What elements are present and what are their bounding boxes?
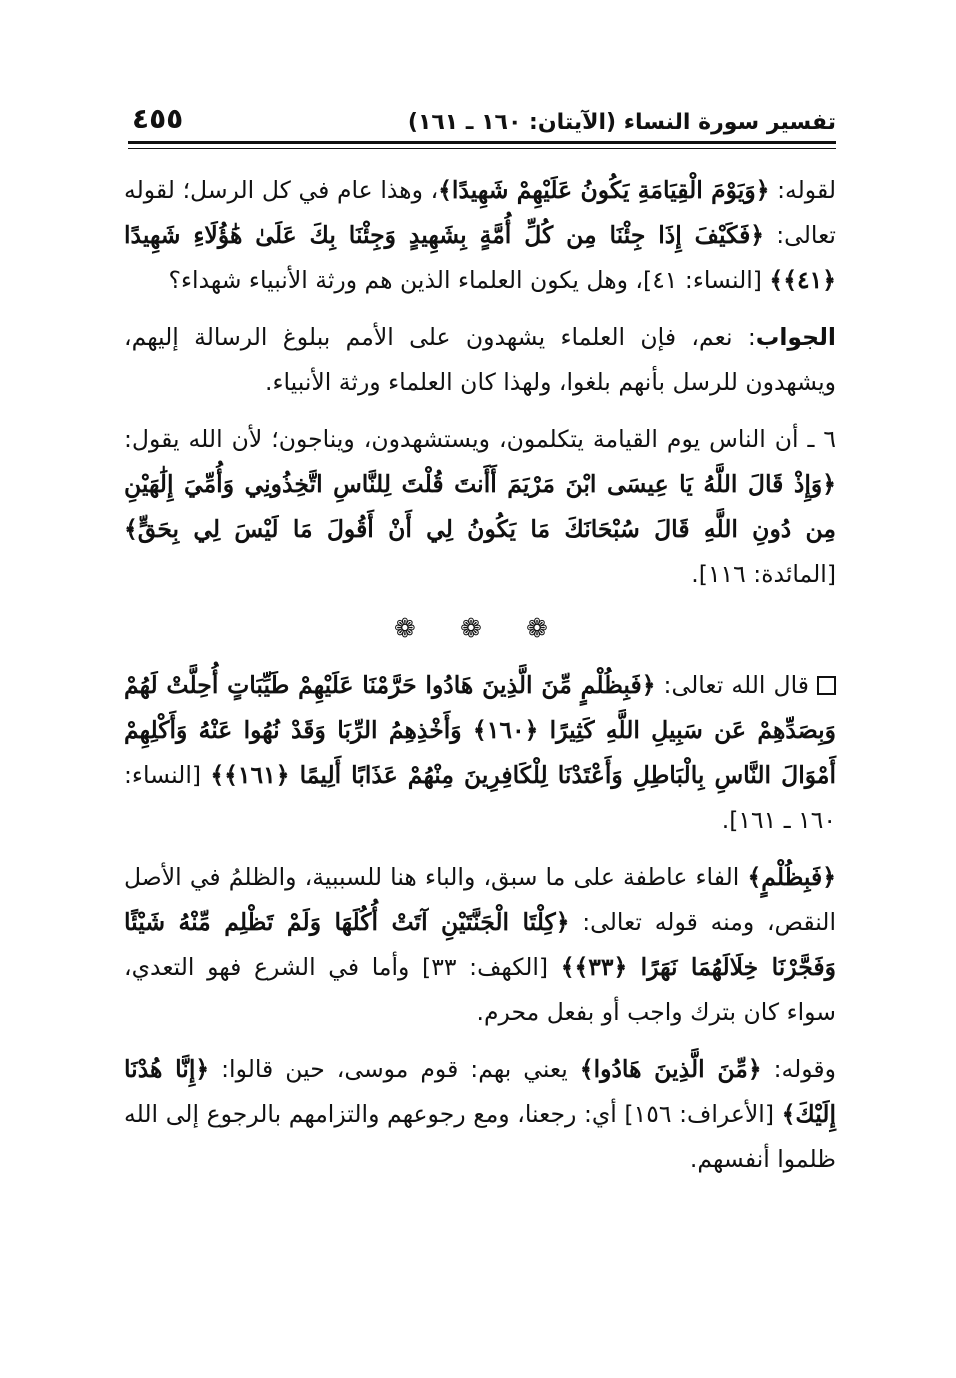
text-run: [الأعراف: ١٥٦] أي: رجعنا، ومع رجوعهم والتزامهم بالرجوع إلى الله ظلموا أنفسهم. [124, 1100, 836, 1173]
text-run: [الكهف: ٣٣] وأما في الشرع فهو التعدي، سواء كان بترك واجب أو بفعل محرم. [124, 953, 836, 1026]
text-run: [النساء: ٤١]، وهل يكون العلماء الذين هم ورثة الأنبياء شهداء؟ [168, 266, 770, 294]
text-run: ٦ ـ أن الناس يوم القيامة يتكلمون، ويستشهدون، ويناجون؛ لأن الله يقول: [124, 425, 836, 453]
section-separator: ❁ ❁ ❁ [394, 614, 566, 644]
running-title: تفسير سورة النساء (الآيتان: ١٦٠ ـ ١٦١) [407, 110, 836, 135]
paragraph-point-6 [124, 417, 836, 597]
quran-verse: ﴿فَبِظُلْمٍ مِّنَ الَّذِينَ هَادُوا حَرَّمْنَا عَلَيْهِمْ طَيِّبَاتٍ أُحِلَّتْ لَهُمْ وَبِصَدِّهِمْ عَن سَبِيلِ اللَّهِ كَثِيرًا ﴿١٦٠﴾ وَأَخْذِهِمُ الرِّبَا وَقَدْ نُهُوا عَنْهُ وَأَكْلِهِمْ أَمْوَالَ النَّاسِ بِالْبَاطِلِ وَأَعْتَدْنَا لِلْكَافِرِينَ مِنْهُمْ عَذَابًا أَلِيمًا ﴿١٦١﴾﴾ [124, 671, 837, 789]
quran-verse: ﴿مِّنَ الَّذِينَ هَادُوا﴾ [579, 1055, 762, 1083]
text-run: ، وهذا عام في كل الرسل؛ لقوله تعالى: [124, 176, 836, 249]
quran-verse: ﴿وَإِذْ قَالَ اللَّهُ يَا عِيسَى ابْنَ مَرْيَمَ أَأَنتَ قُلْتَ لِلنَّاسِ اتَّخِذُونِي وَأُمِّيَ إِلَٰهَيْنِ مِن دُونِ اللَّهِ قَالَ سُبْحَانَكَ مَا يَكُونُ لِي أَنْ أَقُولَ مَا لَيْسَ لِي بِحَقٍّ﴾ [124, 470, 836, 543]
quran-verse: ﴿فَكَيْفَ إِذَا جِئْنَا مِن كُلِّ أُمَّةٍ بِشَهِيدٍ وَجِئْنَا بِكَ عَلَىٰ هَٰؤُلَاءِ شَهِيدًا ﴿٤١﴾﴾ [124, 221, 836, 294]
quran-verse: ﴿وَيَوْمَ الْقِيَامَةِ يَكُونُ عَلَيْهِمْ شَهِيدًا﴾ [438, 176, 770, 204]
quran-verse: ﴿كِلْتَا الْجَنَّتَيْنِ آتَتْ أُكُلَهَا وَلَمْ تَظْلِم مِّنْهُ شَيْئًا وَفَجَّرْنَا خِلَالَهُمَا نَهَرًا ﴿٣٣﴾﴾ [124, 908, 837, 981]
text-run: [النساء: ١٦٠ ـ ١٦١]. [124, 761, 836, 834]
page-body [124, 168, 836, 1194]
paragraph-1 [124, 168, 836, 303]
text-run: : نعم، فإن العلماء يشهدون على الأمم ببلوغ الرسالة إليهم، ويشهدون للرسل بأنهم بلغوا، ولهذا كان العلماء ورثة الأنبياء. [124, 323, 836, 396]
text-run: لقوله: [769, 176, 836, 204]
text-run: الفاء عاطفة على ما سبق، والباء هنا للسببية، والظلمُ في الأصل النقص، ومنه قوله تعالى: [124, 863, 836, 936]
text-run: يعني بهم: قوم موسى، حين قالوا: [209, 1055, 580, 1083]
page-header [128, 95, 836, 144]
text-run: قال الله تعالى: [655, 671, 809, 699]
text-run: وقوله: [761, 1055, 836, 1083]
paragraph-verse-section [124, 663, 836, 843]
paragraph-commentary-1 [124, 855, 836, 1035]
quran-verse: ﴿فَبِظُلْمٍ﴾ [747, 863, 836, 891]
paragraph-commentary-2 [124, 1047, 836, 1182]
square-bullet-icon [817, 676, 836, 695]
paragraph-answer [124, 315, 836, 405]
page-number: ٤٥٥ [132, 102, 184, 135]
quran-verse: ﴿إِنَّا هُدْنَا إِلَيْكَ﴾ [124, 1055, 836, 1128]
answer-label: الجواب [755, 323, 836, 351]
text-run: [المائدة: ١١٦]. [691, 560, 836, 588]
